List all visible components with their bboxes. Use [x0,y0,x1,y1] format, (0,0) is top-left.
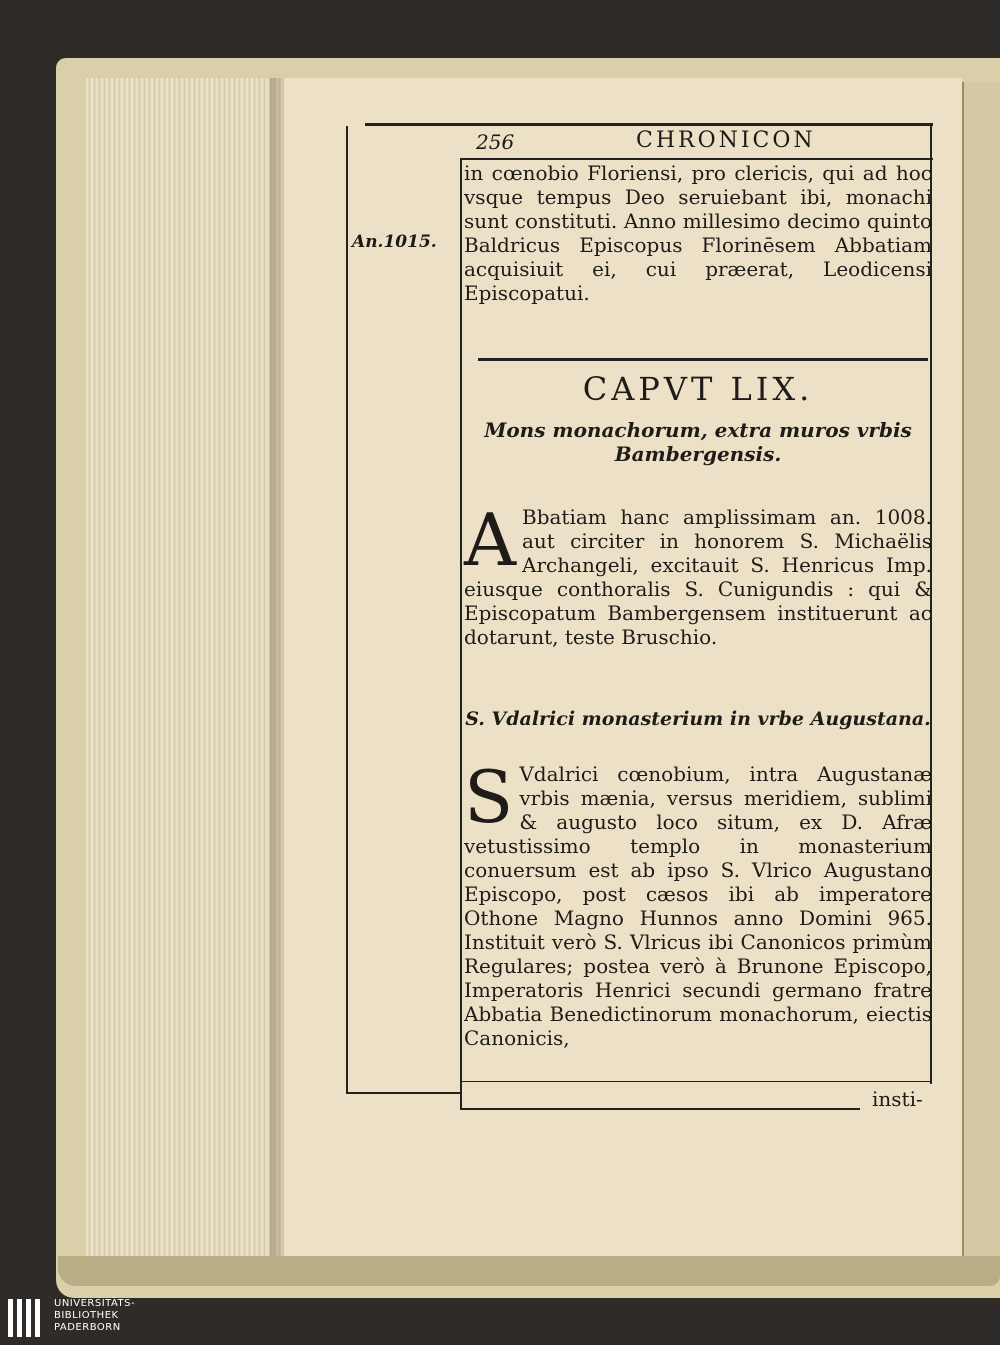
drop-cap-a: A [464,498,516,582]
paragraph-3-text: Vdalrici cœnobium, intra Augustanæ vrbis mænia, versus meridiem, sublimi & augusto loco situm, ex D. Afræ vetustissimo templo in monasterium conuersum est ab ipso S. Vlrico Augustano Episcopo, post cæsos ibi ab imperatore Othone Magno Hunnos anno Domini 965. Instituit verò S. Vlricus ibi Canonicos primùm Regulares; postea verò à Brunone Episcopo, Imperatoris Henrici secundi germano fratre Abbatia Benedictinorum monachorum, eiectis Canonicis, [464,762,932,1050]
bottom-rule [460,1108,860,1110]
library-logo-line-3: PADERBORN [54,1322,121,1333]
library-logo-line-2: BIBLIOTHEK [54,1310,119,1321]
column-left-rule [460,160,462,1110]
chapter-title: CAPVT LIX. [582,370,814,408]
library-logo[interactable] [8,1296,308,1341]
paragraph-2 [464,498,932,649]
paragraph-2-text: Bbatiam hanc amplissimam an. 1008. aut circiter in honorem S. Michaëlis Archangeli, excitauit S. Henricus Imp. eiusque conthoralis S. Cunigundis : qui & Episcopatum Bambergensem instituerunt ac dotarunt, teste Bruschio. [464,505,932,649]
page-edges [86,78,286,1268]
chapter-rule [478,358,928,361]
cover-bottom-edge [58,1256,1000,1286]
catchword-rule [460,1081,930,1082]
header-rule [460,158,933,160]
library-logo-line-1: UNIVERSITÄTS- [54,1298,136,1309]
chapter-subtitle: Mons monachorum, extra muros vrbis Bambergensis. [484,418,912,466]
year-margin-note: An.1015. [352,232,437,252]
library-logo-text [54,1298,135,1334]
facing-page-edge [962,82,1000,1257]
running-title: CHRONICON [636,128,816,153]
top-rule [365,123,933,126]
margin-left-rule [346,126,348,1094]
section-title: S. Vdalrici monasterium in vrbe Augustana. [465,708,931,730]
library-logo-icon [8,1299,48,1337]
catchword: insti- [872,1087,923,1111]
page-number: 256 [476,130,515,154]
margin-bottom-rule [346,1092,460,1094]
drop-cap-s: S [464,755,514,839]
paragraph-3 [464,755,932,1050]
paragraph-1: in cœnobio Floriensi, pro clericis, qui ad hoc vsque tempus Deo seruiebant ibi, monachi sunt constituti. Anno millesimo decimo quinto Baldricus Episcopus Florinēsem Abbatiam acquisiuit ei, cui præerat, Leodicensi Episcopatui. [464,161,932,305]
